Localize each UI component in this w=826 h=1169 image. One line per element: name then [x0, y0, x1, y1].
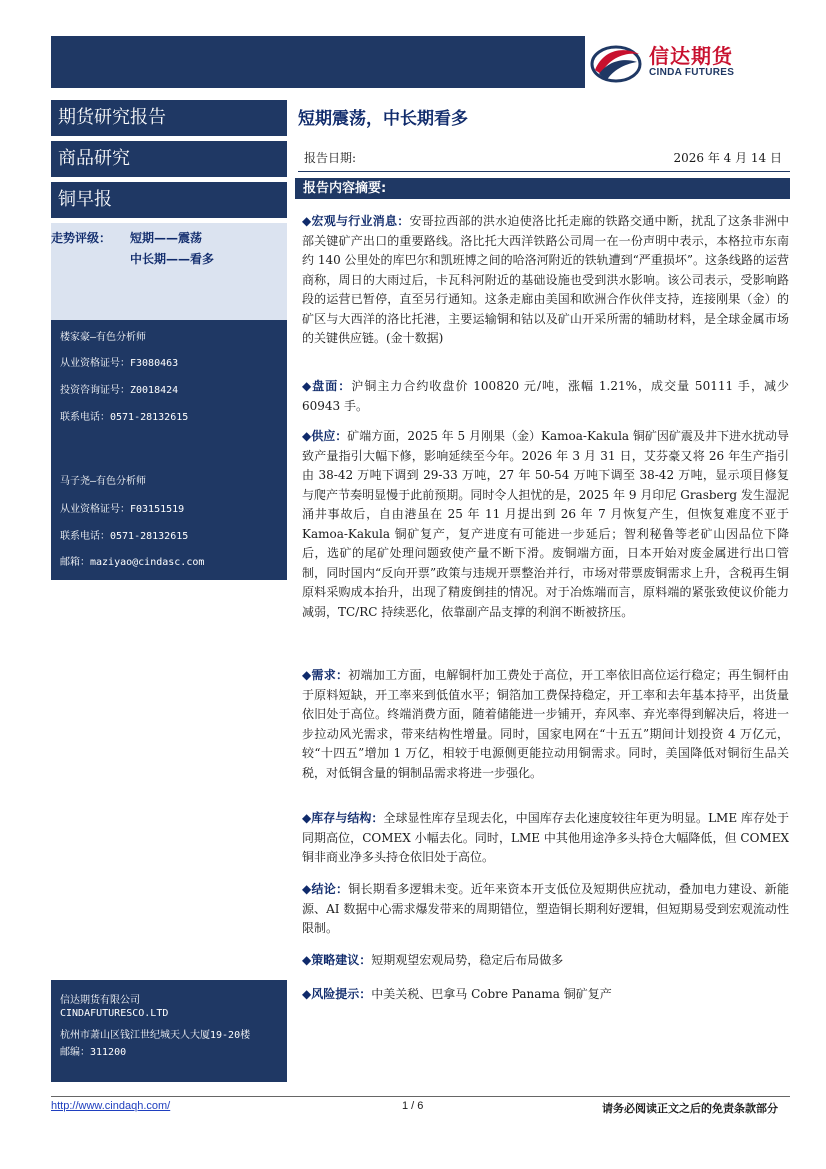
section-text: 短期观望宏观局势，稳定后布局做多 [371, 953, 564, 967]
diamond-bullet-icon: ◆ [302, 214, 312, 228]
section-label: 供应： [311, 429, 348, 443]
section-market [302, 377, 789, 416]
rating-label: 走势评级： [51, 231, 112, 245]
cinda-swoosh-logo-icon [589, 40, 643, 84]
company-name: 信达期货有限公司 [60, 995, 140, 1006]
section-text: 矿端方面，2025 年 5 月刚果（金）Kamoa-Kakula 铜矿因矿震及井下进水扰动导致产量指引大幅下修，影响延续至今年。2026 年 3 月 31 日，艾芬豪又将 26 年生产指引由 38-42 万吨下调到 29-33 万吨，27 年 50-54 万吨下调至 38-42 万吨，显示项目修复与爬产节奏明显慢于此前预期。同时令人担忧的是，2025 年 9 月印尼 Grasberg 发生湿泥涌井事故后，自由港虽在 25 年 11 月提出到 26 年 7 月恢复产生，但恢复难度不亚于 Kamoa-Kakula 铜矿复产，复产进度有可能进一步延后；智利秘鲁等老矿山因品位下降后，选矿的尾矿处理问题致使产量不断下滑。废铜端方面，日本开始对废金属进行出口管制，同时国内“反向开票”政策与违规开票整治并行，市场对带票废铜需求上升，含税再生铜原料采购成本抬升，出现了精废倒挂的情况。对于冶炼端而言，原料端的紧张致使议价能力减弱，TC/RC 持续恶化，依靠副产品支撑的利润不断被挤压。 [302, 429, 789, 619]
diamond-bullet-icon: ◆ [302, 668, 312, 682]
section-conclusion [302, 880, 789, 939]
brand-name-cn: 信达期货 [649, 44, 733, 68]
brand-name-en: CINDA FUTURES [649, 67, 735, 78]
section-demand [302, 666, 789, 783]
section-label: 需求： [311, 668, 349, 682]
section-label: 库存与结构： [311, 811, 384, 825]
analyst-qualification: 从业资格证号：F3080463 [60, 358, 179, 369]
section-strategy [302, 951, 789, 971]
section-text: 沪铜主力合约收盘价 100820 元/吨，涨幅 1.21%，成交量 50111 手，减少 60943 手。 [302, 379, 789, 413]
company-name-en: CINDAFUTURESCO.LTD [60, 1008, 169, 1019]
company-postcode: 邮编：311200 [60, 1047, 127, 1058]
rating-mid-long-term: 中长期——看多 [130, 252, 215, 266]
section-text: 铜长期看多逻辑未变。近年来资本开支低位及短期供应扰动，叠加电力建设、新能源、AI 数据中心需求爆发带来的周期错位，塑造铜长期利好逻辑，但短期易受到宏观流动性限制。 [302, 882, 789, 935]
analyst-name: 楼家豪—有色分析师 [60, 332, 147, 343]
report-title: 短期震荡，中长期看多 [298, 109, 468, 129]
analyst-card-1 [51, 320, 287, 465]
analyst-phone: 联系电话：0571-28132615 [60, 412, 189, 423]
section-label: 结论： [311, 882, 349, 896]
section-text: 全球显性库存呈现去化，中国库存去化速度较往年更为明显。LME 库存处于同期高位，COMEX 小幅去化。同时，LME 中其他用途净多头持仓大幅降低，但 COMEX 铜非商业净多头持仓依旧处于高位。 [302, 811, 789, 864]
brand-logo [585, 36, 790, 88]
sidebar [51, 100, 287, 1082]
footer-website-link[interactable]: http://www.cindaqh.com/ [51, 1100, 171, 1112]
section-label: 风险提示： [311, 987, 372, 1001]
company-info [51, 980, 287, 1082]
section-text: 安哥拉西部的洪水迫使洛比托走廊的铁路交通中断，扰乱了这条非洲中部关键矿产出口的重要路线。洛比托大西洋铁路公司周一在一份声明中表示，本格拉市东南约 140 公里处的库巴尔和凯班博之间的哈洛河附近的铁轨遭到“严重损坏”。这条线路的运营商称，周日的大雨过后，卡瓦科河附近的基础设施也受到洪水影响。该公司表示，受影响路段的运营已暂停，直至另行通知。这条走廊由美国和欧洲合作伙伴支持，连接刚果（金）的矿区与大西洋的洛比托港，主要运输铜和钴以及矿山开采所需的辅助材料，是全球金属市场的关键供应链。(金十数据) [302, 214, 789, 345]
rating-short-term: 短期——震荡 [130, 231, 203, 245]
diamond-bullet-icon: ◆ [302, 811, 312, 825]
analyst-name: 马子尧—有色分析师 [60, 476, 147, 487]
section-risk [302, 985, 789, 1005]
analyst-consulting-cert: 投资咨询证号：Z0018424 [60, 385, 179, 396]
analyst-card-2 [51, 465, 287, 580]
report-date-label: 报告日期: [304, 151, 357, 165]
diamond-bullet-icon: ◆ [302, 987, 312, 1001]
analyst-email: 邮箱：maziyao@cindasc.com [60, 557, 205, 568]
section-label: 盘面： [312, 379, 352, 393]
footer-divider [51, 1096, 790, 1097]
diamond-bullet-icon: ◆ [302, 953, 312, 967]
sidebar-header-category: 商品研究 [51, 141, 287, 177]
diamond-bullet-icon: ◆ [302, 429, 312, 443]
sidebar-header-report-name: 铜早报 [51, 182, 287, 218]
section-macro-news [302, 212, 789, 349]
divider [298, 171, 790, 172]
analyst-phone: 联系电话：0571-28132615 [60, 531, 189, 542]
sidebar-header-report-type: 期货研究报告 [51, 100, 287, 136]
footer-disclaimer: 请务必阅读正文之后的免责条款部分 [602, 1102, 778, 1115]
section-text: 初端加工方面，电解铜杆加工费处于高位，开工率依旧高位运行稳定；再生铜杆由于原料短缺，开工率来到低值水平；铜箔加工费保持稳定，开工率和去年基本持平，出货量依旧处于高位。终端消费方面，随着储能进一步铺开，弃风率、弃光率得到解决后，将进一步拉动风光需求，带来结构性增量。同时，国家电网在“十五五”期间计划投资 4 万亿元，较“十四五”增加 1 万亿，相较于电源侧更能拉动用铜需求。同时，美国降低对铜衍生品关税，对低铜含量的铜制品需求将进一步强化。 [302, 668, 789, 780]
summary-header: 报告内容摘要: [295, 178, 790, 199]
company-address: 杭州市萧山区钱江世纪城天人大厦19-20楼 [60, 1030, 251, 1041]
diamond-bullet-icon: ◆ [302, 882, 312, 896]
analyst-qualification: 从业资格证号：F03151519 [60, 504, 185, 515]
section-inventory [302, 809, 789, 868]
report-date-value: 2026 年 4 月 14 日 [673, 151, 782, 165]
section-label: 宏观与行业消息： [311, 214, 410, 228]
top-banner [51, 36, 790, 88]
section-supply [302, 427, 789, 622]
section-text: 中美关税、巴拿马 Cobre Panama 铜矿复产 [371, 987, 612, 1001]
page-number: 1 / 6 [402, 1100, 424, 1112]
diamond-bullet-icon: ◆ [302, 379, 313, 393]
section-label: 策略建议： [311, 953, 372, 967]
